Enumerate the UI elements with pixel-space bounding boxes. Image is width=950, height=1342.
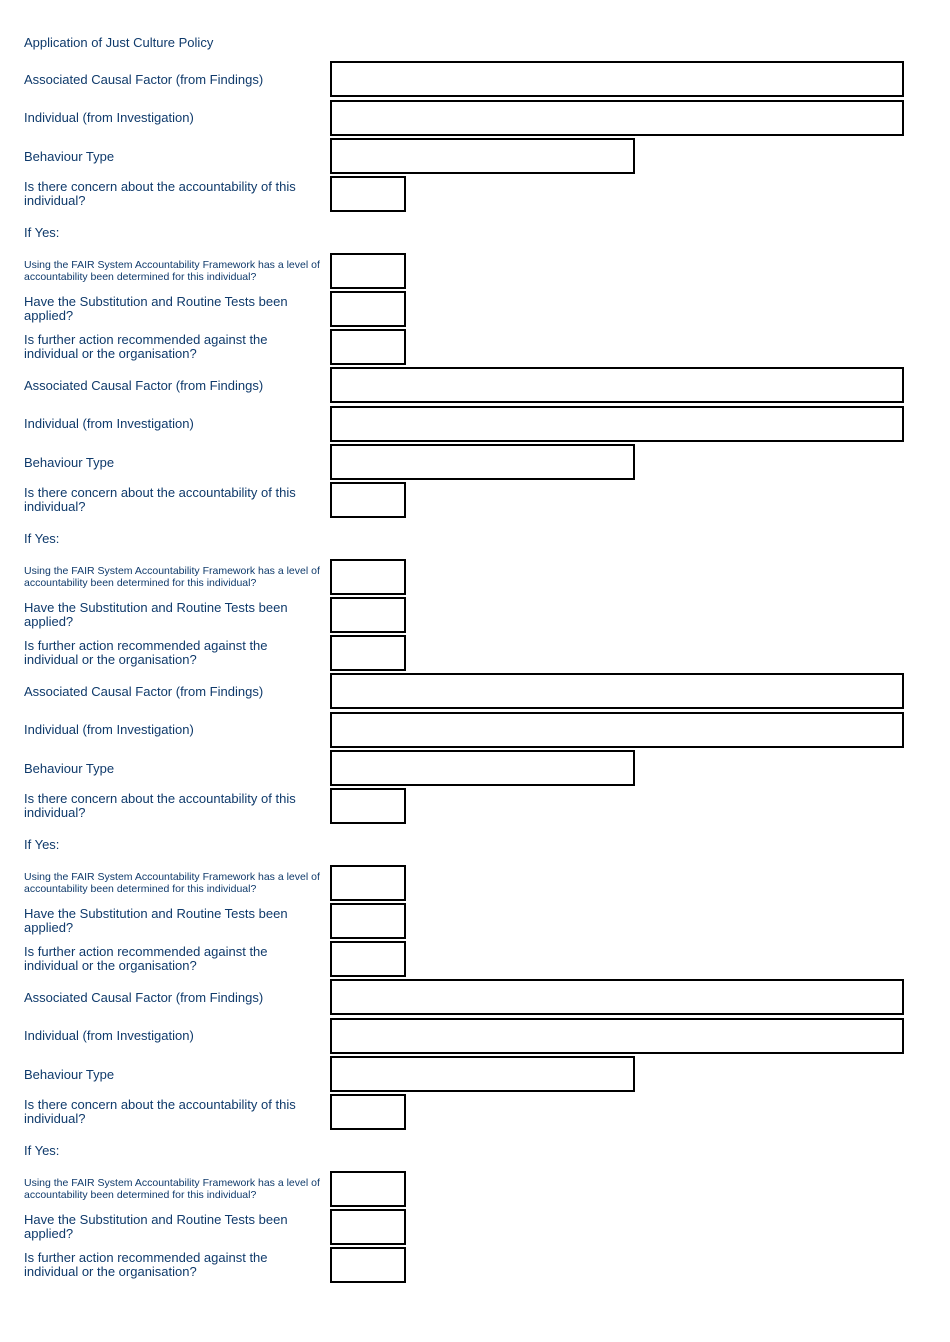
causal-factor-field[interactable] [330, 367, 904, 403]
individual-label: Individual (from Investigation) [24, 110, 194, 125]
behaviour-type-label: Behaviour Type [24, 1067, 115, 1082]
further-action-label: Is further action recommended against the individual or the organisation? [24, 332, 268, 361]
just-culture-entry [0, 612, 950, 973]
if-yes-label: If Yes: [24, 531, 60, 546]
behaviour-type-label: Behaviour Type [24, 761, 115, 776]
concern-label: Is there concern about the accountability of this individual? [24, 791, 296, 820]
behaviour-type-label: Behaviour Type [24, 455, 115, 470]
concern-field[interactable] [330, 176, 406, 212]
further-action-label: Is further action recommended against the individual or the organisation? [24, 944, 268, 973]
further-action-label: Is further action recommended against the individual or the organisation? [24, 1250, 268, 1279]
tests-applied-field[interactable] [330, 1209, 406, 1245]
if-yes-label: If Yes: [24, 837, 60, 852]
concern-field[interactable] [330, 482, 406, 518]
behaviour-type-label: Behaviour Type [24, 149, 115, 164]
concern-label: Is there concern about the accountability of this individual? [24, 485, 296, 514]
fair-level-label: Using the FAIR System Accountability Framework has a level of accountability been determined for this individual? [24, 871, 320, 895]
individual-label: Individual (from Investigation) [24, 722, 194, 737]
causal-factor-field[interactable] [330, 673, 904, 709]
tests-applied-label: Have the Substitution and Routine Tests been applied? [24, 600, 288, 629]
tests-applied-label: Have the Substitution and Routine Tests been applied? [24, 1212, 288, 1241]
causal-factor-label: Associated Causal Factor (from Findings) [24, 990, 264, 1005]
fair-level-field[interactable] [330, 253, 406, 289]
individual-field[interactable] [330, 1018, 904, 1054]
causal-factor-label: Associated Causal Factor (from Findings) [24, 378, 264, 393]
fair-level-label: Using the FAIR System Accountability Framework has a level of accountability been determined for this individual? [24, 1177, 320, 1201]
causal-factor-label: Associated Causal Factor (from Findings) [24, 72, 264, 87]
causal-factor-field[interactable] [330, 979, 904, 1015]
individual-field[interactable] [330, 712, 904, 748]
individual-field[interactable] [330, 100, 904, 136]
individual-label: Individual (from Investigation) [24, 416, 194, 431]
individual-field[interactable] [330, 406, 904, 442]
further-action-field[interactable] [330, 1247, 406, 1283]
concern-label: Is there concern about the accountability of this individual? [24, 1097, 296, 1126]
concern-field[interactable] [330, 788, 406, 824]
behaviour-type-field[interactable] [330, 138, 635, 174]
just-culture-entry [0, 306, 950, 667]
further-action-label: Is further action recommended against the individual or the organisation? [24, 638, 268, 667]
fair-level-field[interactable] [330, 865, 406, 901]
causal-factor-label: Associated Causal Factor (from Findings) [24, 684, 264, 699]
causal-factor-field[interactable] [330, 61, 904, 97]
fair-level-label: Using the FAIR System Accountability Framework has a level of accountability been determined for this individual? [24, 259, 320, 283]
concern-field[interactable] [330, 1094, 406, 1130]
tests-applied-label: Have the Substitution and Routine Tests been applied? [24, 906, 288, 935]
fair-level-field[interactable] [330, 559, 406, 595]
if-yes-label: If Yes: [24, 225, 60, 240]
form-title: Application of Just Culture Policy [24, 35, 214, 50]
concern-label: Is there concern about the accountability of this individual? [24, 179, 296, 208]
behaviour-type-field[interactable] [330, 750, 635, 786]
individual-label: Individual (from Investigation) [24, 1028, 194, 1043]
just-culture-entry [0, 0, 950, 361]
behaviour-type-field[interactable] [330, 444, 635, 480]
tests-applied-label: Have the Substitution and Routine Tests been applied? [24, 294, 288, 323]
fair-level-label: Using the FAIR System Accountability Framework has a level of accountability been determined for this individual? [24, 565, 320, 589]
behaviour-type-field[interactable] [330, 1056, 635, 1092]
fair-level-field[interactable] [330, 1171, 406, 1207]
just-culture-entry [0, 918, 950, 1279]
if-yes-label: If Yes: [24, 1143, 60, 1158]
